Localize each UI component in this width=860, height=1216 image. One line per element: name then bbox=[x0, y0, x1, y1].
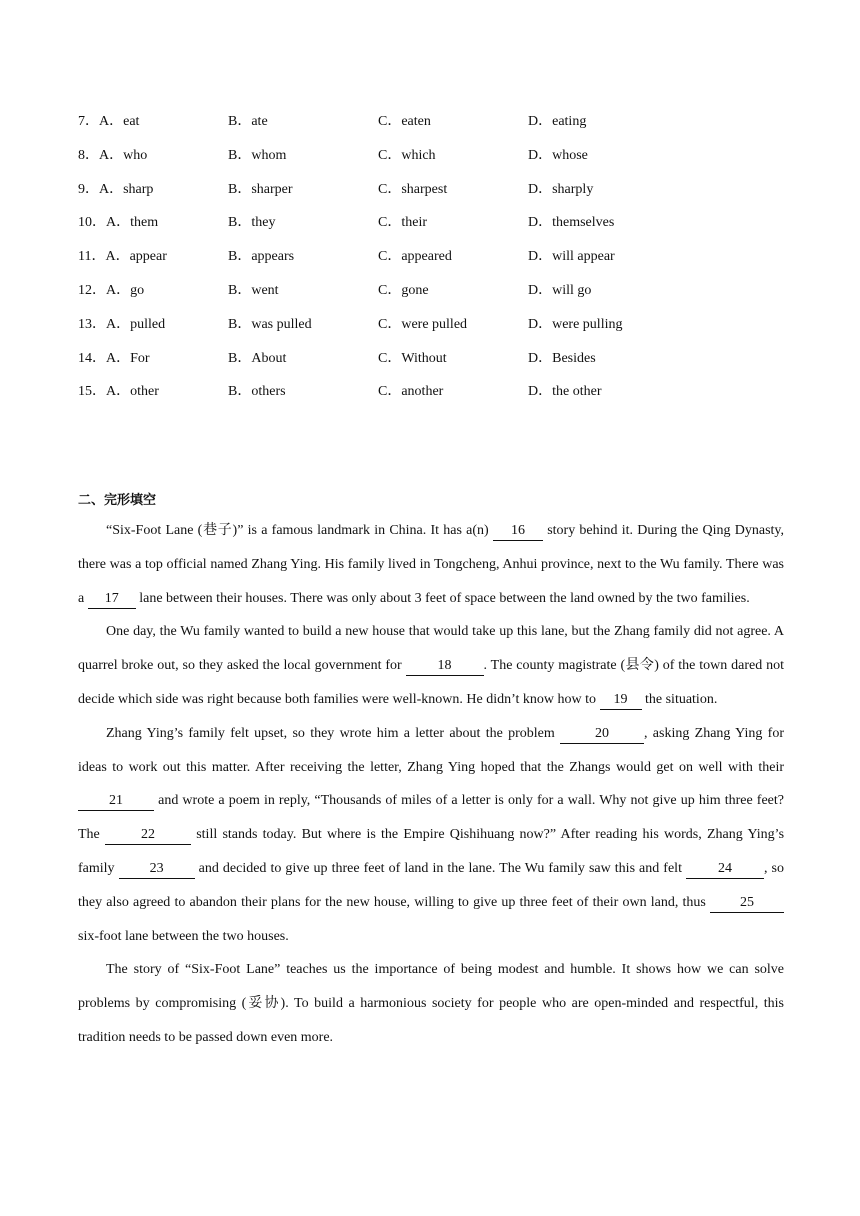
option-c: C．appeared bbox=[378, 249, 452, 265]
question-number: 11． bbox=[78, 249, 106, 265]
blank-24: 24 bbox=[686, 860, 764, 879]
option-c: C．which bbox=[378, 147, 436, 163]
option-d: D．sharply bbox=[528, 181, 594, 197]
option-b: B．ate bbox=[228, 114, 268, 129]
option-b: B．was pulled bbox=[228, 316, 312, 332]
option-d: D．will go bbox=[528, 282, 592, 298]
option-b: B．whom bbox=[228, 147, 287, 163]
option-b: B．went bbox=[228, 282, 279, 298]
question-number: 8． bbox=[78, 147, 99, 163]
paragraph-3: Zhang Ying’s family felt upset, so they wrote him a letter about the problem 20 , asking Zhang Ying for ideas to work out this matter. After receiving the letter, Zhang Ying hoped that the Zhangs would get on well with their 21 and wrote a poem in reply, “Thousands of miles of a letter is only for a wall. Why not give up him three feet? The 22 still stands today. But where is the Empire Qishihuang now?” After reading his words, Zhang Ying’s family 23 and decided to give up three feet of land in the lane. The Wu family saw this and felt 24 , so they also agreed to abandon their plans for the new house, willing to give up three feet of their own land, thus 25 six-foot lane between the two houses. bbox=[78, 725, 785, 944]
option-b: B．appears bbox=[228, 249, 295, 265]
option-c: C．eaten bbox=[378, 114, 431, 129]
question-number: 7． bbox=[78, 114, 99, 129]
option-a: 11．A．appear bbox=[78, 249, 167, 265]
blank-19: 19 bbox=[600, 691, 642, 710]
option-c: C．gone bbox=[378, 282, 429, 298]
option-c: C．their bbox=[378, 215, 427, 231]
blank-23: 23 bbox=[119, 860, 195, 879]
option-d: D．the other bbox=[528, 384, 602, 400]
blank-21: 21 bbox=[78, 792, 154, 811]
option-c: C．were pulled bbox=[378, 316, 468, 332]
option-a: 10．A．them bbox=[78, 215, 159, 231]
paragraph-1: “Six-Foot Lane (巷子)” is a famous landmark in China. It has a(n) 16 story behind it. During the Qing Dynasty, there was a top official named Zhang Ying. His family lived in Tongcheng, Anhui province, next to the Wu family. There was a 17 lane between their houses. There was only about 3 feet of space between the land owned by the two families. bbox=[78, 514, 784, 615]
option-a: 15．A．other bbox=[78, 384, 159, 400]
paragraph-4: The story of “Six-Foot Lane” teaches us the importance of being modest and humble. It shows how we can solve problems by compromising (妥协). To build a harmonious society for people who are open-minded and respectful, this tradition needs to be passed down even more. bbox=[78, 962, 784, 1045]
option-a: 12．A．go bbox=[78, 282, 145, 298]
question-number: 13． bbox=[78, 316, 106, 332]
question-number: 15． bbox=[78, 384, 106, 400]
option-c: C．Without bbox=[378, 350, 447, 366]
blank-17: 17 bbox=[88, 590, 136, 609]
option-d: D．themselves bbox=[528, 215, 615, 231]
option-d: D．were pulling bbox=[528, 316, 623, 332]
question-number: 14． bbox=[78, 350, 106, 366]
blank-18: 18 bbox=[406, 657, 484, 676]
option-a: 7．A．eat bbox=[78, 114, 140, 129]
option-d: D．Besides bbox=[528, 350, 596, 366]
option-b: B．sharper bbox=[228, 181, 293, 197]
paragraph-2: One day, the Wu family wanted to build a new house that would take up this lane, but the Zhang family did not agree. A quarrel broke out, so they asked the local government for 18 . The county magistrate (县令) of the town dared not decide which side was right because both families were well-known. He didn’t know how to 19 the situation. bbox=[78, 615, 784, 716]
cloze-passage bbox=[78, 514, 784, 1055]
option-a: 8．A．who bbox=[78, 147, 148, 163]
blank-25: 25 bbox=[710, 894, 784, 913]
option-a: 13．A．pulled bbox=[78, 316, 166, 332]
option-d: D．whose bbox=[528, 147, 588, 163]
question-number: 10． bbox=[78, 215, 106, 231]
question-number: 9． bbox=[78, 181, 99, 197]
section-title: 二、完形填空 bbox=[78, 493, 157, 508]
option-d: D．will appear bbox=[528, 249, 615, 265]
option-a: 14．A．For bbox=[78, 350, 150, 366]
blank-22: 22 bbox=[105, 826, 191, 845]
option-c: C．another bbox=[378, 384, 444, 400]
option-b: B．About bbox=[228, 350, 287, 366]
question-number: 12． bbox=[78, 282, 106, 298]
option-a: 9．A．sharp bbox=[78, 181, 154, 197]
blank-20: 20 bbox=[560, 725, 644, 744]
option-c: C．sharpest bbox=[378, 181, 448, 197]
blank-16: 16 bbox=[493, 522, 543, 541]
option-d: D．eating bbox=[528, 114, 587, 129]
option-b: B．others bbox=[228, 384, 286, 400]
option-b: B．they bbox=[228, 215, 276, 231]
